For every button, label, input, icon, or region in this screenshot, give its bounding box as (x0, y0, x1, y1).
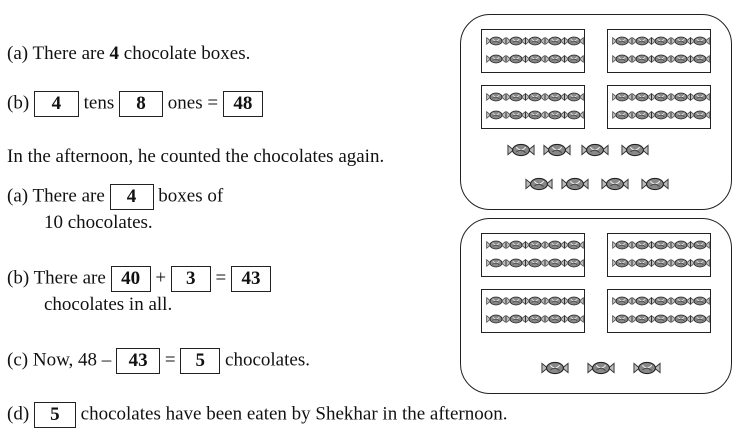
wrapped-chocolate-icon (525, 257, 545, 269)
wrapped-chocolate-icon (564, 239, 584, 251)
wrapped-chocolate-icon (564, 53, 584, 65)
wrapped-chocolate-icon (525, 91, 545, 103)
item-text: chocolates. (225, 349, 310, 371)
wrapped-chocolate-icon (545, 35, 565, 47)
loose-chocolate-icon (525, 175, 553, 193)
wrapped-chocolate-icon (651, 239, 671, 251)
wrapped-chocolate-icon (506, 313, 526, 325)
boxes-answer-box[interactable]: 4 (110, 184, 154, 210)
wrapped-chocolate-icon (671, 53, 691, 65)
chocolate-box-of-ten (481, 289, 585, 333)
difference-answer-box[interactable]: 5 (180, 348, 220, 374)
wrapped-chocolate-icon (486, 239, 506, 251)
equals-sign: = (164, 349, 176, 371)
plus-sign: + (155, 267, 167, 289)
ones-word: ones = (167, 92, 219, 114)
wrapped-chocolate-icon (525, 313, 545, 325)
item-label: (a) (7, 43, 29, 64)
wrapped-chocolate-icon (564, 295, 584, 307)
wrapped-chocolate-icon (486, 257, 506, 269)
wrapped-chocolate-icon (632, 295, 652, 307)
wrapped-chocolate-icon (632, 35, 652, 47)
wrapped-chocolate-icon (545, 109, 565, 121)
wrapped-chocolate-icon (525, 239, 545, 251)
loose-chocolate-icon (543, 141, 571, 159)
wrapped-chocolate-icon (545, 295, 565, 307)
wrapped-chocolate-icon (612, 295, 632, 307)
wrapped-chocolate-icon (506, 239, 526, 251)
wrapped-chocolate-icon (612, 35, 632, 47)
wrapped-chocolate-icon (651, 257, 671, 269)
item-text: There are (32, 185, 105, 207)
chocolate-box-of-ten (481, 29, 585, 73)
wrapped-chocolate-icon (671, 35, 691, 47)
wrapped-chocolate-icon (506, 295, 526, 307)
wrapped-chocolate-icon (632, 239, 652, 251)
loose-count-box[interactable]: 3 (171, 266, 211, 292)
item-label: (b) (7, 92, 30, 114)
wrapped-chocolate-icon (690, 257, 710, 269)
tens-total-box[interactable]: 40 (111, 266, 151, 292)
sum-answer-box[interactable]: 43 (231, 266, 271, 292)
chocolate-box-of-ten (607, 289, 711, 333)
equals-sign: = (215, 267, 227, 289)
wrapped-chocolate-icon (564, 91, 584, 103)
wrapped-chocolate-icon (486, 35, 506, 47)
wrapped-chocolate-icon (486, 53, 506, 65)
wrapped-chocolate-icon (632, 109, 652, 121)
item-text: boxes of (158, 185, 224, 207)
loose-chocolate-icon (587, 359, 615, 377)
wrapped-chocolate-icon (632, 257, 652, 269)
loose-chocolate-icon (621, 141, 649, 159)
wrapped-chocolate-icon (612, 109, 632, 121)
loose-chocolate-icon (633, 359, 661, 377)
wrapped-chocolate-icon (690, 35, 710, 47)
wrapped-chocolate-icon (671, 257, 691, 269)
chocolate-box-of-ten (481, 85, 585, 129)
wrapped-chocolate-icon (486, 109, 506, 121)
box-count: 4 (109, 43, 120, 64)
question-2d (7, 402, 507, 428)
afternoon-text: In the afternoon, he counted the chocolates again. (7, 146, 385, 167)
wrapped-chocolate-icon (564, 313, 584, 325)
wrapped-chocolate-icon (671, 91, 691, 103)
wrapped-chocolate-icon (651, 53, 671, 65)
chocolate-box-of-ten (481, 233, 585, 277)
question-2a (7, 184, 223, 210)
eaten-answer-box[interactable]: 5 (34, 402, 76, 428)
item-label: (b) (7, 267, 30, 289)
wrapped-chocolate-icon (671, 109, 691, 121)
loose-chocolate-icon (581, 141, 609, 159)
wrapped-chocolate-icon (651, 91, 671, 103)
wrapped-chocolate-icon (486, 313, 506, 325)
subtrahend-box[interactable]: 43 (116, 348, 160, 374)
wrapped-chocolate-icon (690, 91, 710, 103)
wrapped-chocolate-icon (506, 35, 526, 47)
wrapped-chocolate-icon (525, 295, 545, 307)
item-label: (a) (7, 185, 29, 207)
wrapped-chocolate-icon (545, 257, 565, 269)
item-text: There are (32, 43, 105, 64)
wrapped-chocolate-icon (506, 91, 526, 103)
wrapped-chocolate-icon (690, 313, 710, 325)
chocolate-box-of-ten (607, 29, 711, 73)
wrapped-chocolate-icon (651, 35, 671, 47)
wrapped-chocolate-icon (545, 91, 565, 103)
question-2c (7, 348, 310, 374)
wrapped-chocolate-icon (690, 295, 710, 307)
item-label: (d) (7, 403, 30, 425)
question-1b (7, 91, 263, 117)
wrapped-chocolate-icon (486, 91, 506, 103)
wrapped-chocolate-icon (525, 53, 545, 65)
wrapped-chocolate-icon (612, 313, 632, 325)
wrapped-chocolate-icon (671, 313, 691, 325)
afternoon-chocolates-panel (460, 218, 732, 394)
item-text: Now, 48 – (32, 349, 112, 371)
wrapped-chocolate-icon (486, 295, 506, 307)
item-text: There are (33, 267, 106, 289)
wrapped-chocolate-icon (690, 239, 710, 251)
ones-answer-box[interactable]: 8 (119, 91, 163, 117)
wrapped-chocolate-icon (612, 53, 632, 65)
wrapped-chocolate-icon (564, 35, 584, 47)
item-label: (c) (7, 349, 29, 371)
wrapped-chocolate-icon (671, 239, 691, 251)
question-2b (7, 266, 271, 292)
wrapped-chocolate-icon (651, 313, 671, 325)
loose-chocolate-icon (601, 175, 629, 193)
wrapped-chocolate-icon (612, 239, 632, 251)
wrapped-chocolate-icon (506, 257, 526, 269)
wrapped-chocolate-icon (612, 91, 632, 103)
wrapped-chocolate-icon (525, 35, 545, 47)
loose-chocolate-icon (561, 175, 589, 193)
wrapped-chocolate-icon (545, 313, 565, 325)
loose-chocolate-icon (507, 141, 535, 159)
item-text: chocolates have been eaten by Shekhar in the afternoon. (80, 403, 508, 425)
wrapped-chocolate-icon (651, 295, 671, 307)
question-2b-line2: chocolates in all. (44, 294, 173, 315)
tens-word: tens (83, 92, 115, 114)
chocolate-box-of-ten (607, 233, 711, 277)
tens-answer-box[interactable]: 4 (34, 91, 79, 117)
wrapped-chocolate-icon (612, 257, 632, 269)
question-1a (7, 42, 250, 66)
wrapped-chocolate-icon (506, 109, 526, 121)
wrapped-chocolate-icon (632, 313, 652, 325)
wrapped-chocolate-icon (525, 109, 545, 121)
question-2a-line2: 10 chocolates. (44, 212, 153, 233)
item-text: chocolate boxes. (123, 43, 251, 64)
wrapped-chocolate-icon (651, 109, 671, 121)
wrapped-chocolate-icon (632, 91, 652, 103)
wrapped-chocolate-icon (545, 53, 565, 65)
total-answer-box[interactable]: 48 (223, 91, 263, 117)
wrapped-chocolate-icon (671, 295, 691, 307)
chocolate-box-of-ten (607, 85, 711, 129)
wrapped-chocolate-icon (690, 109, 710, 121)
morning-chocolates-panel (460, 14, 732, 210)
wrapped-chocolate-icon (564, 257, 584, 269)
loose-chocolate-icon (641, 175, 669, 193)
wrapped-chocolate-icon (545, 239, 565, 251)
wrapped-chocolate-icon (632, 53, 652, 65)
wrapped-chocolate-icon (690, 53, 710, 65)
loose-chocolate-icon (541, 359, 569, 377)
wrapped-chocolate-icon (506, 53, 526, 65)
wrapped-chocolate-icon (564, 109, 584, 121)
